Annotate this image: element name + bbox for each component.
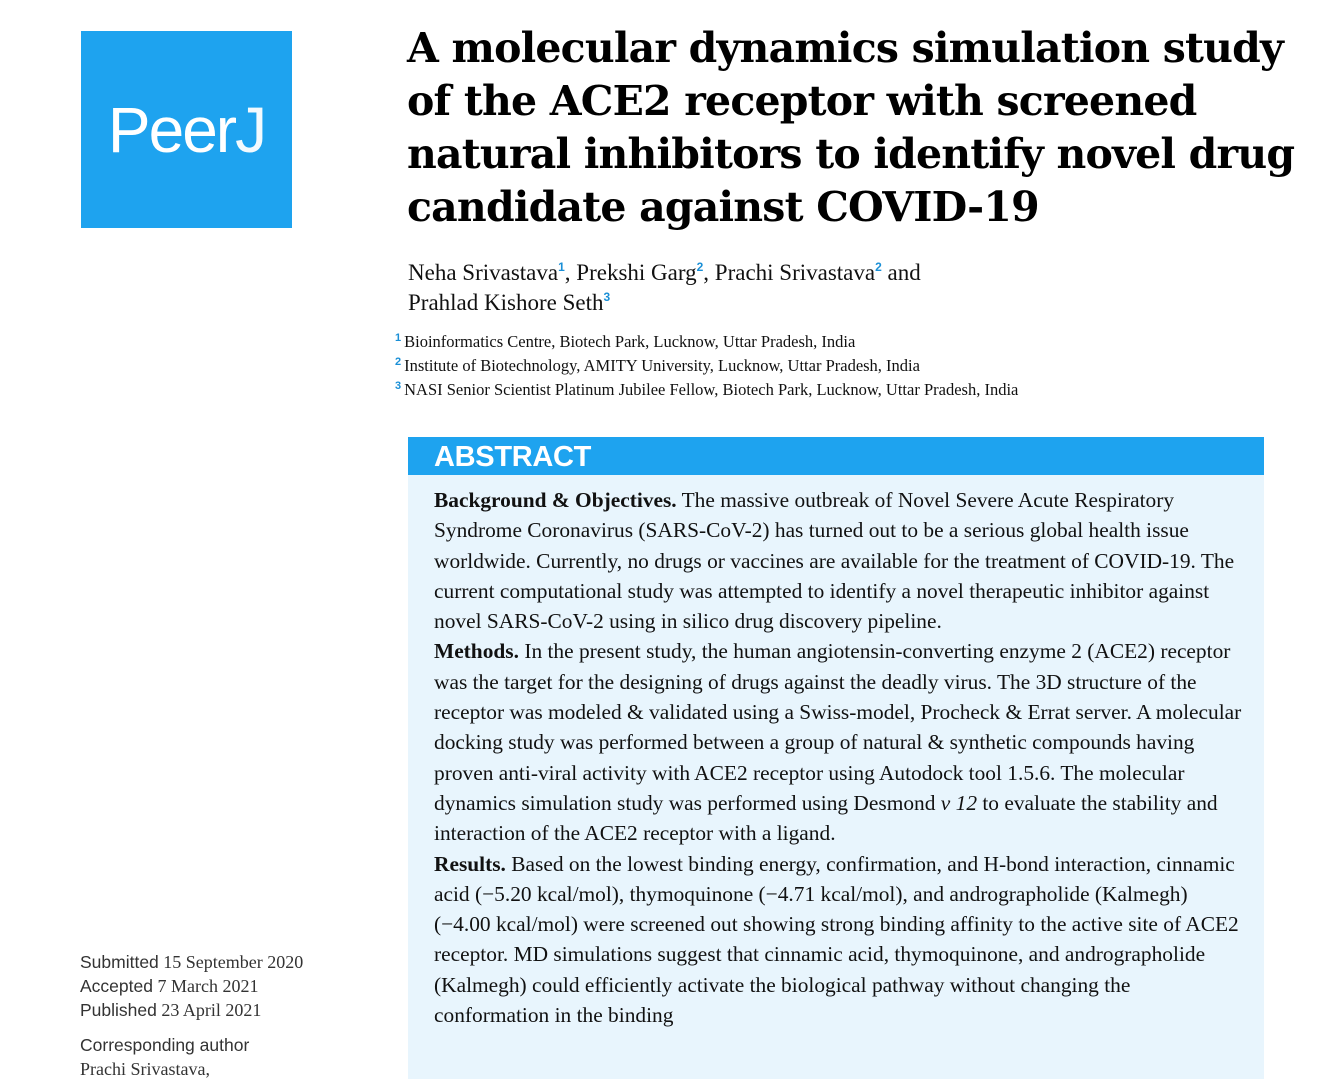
results-label: Results. (434, 851, 506, 876)
accepted-date: 7 March 2021 (157, 976, 259, 996)
affiliation-text: Bioinformatics Centre, Biotech Park, Lucknow, Uttar Pradesh, India (404, 332, 856, 351)
article-sidebar (80, 950, 380, 1079)
published-row (80, 998, 380, 1022)
affiliation-item (395, 378, 1295, 402)
published-date: 23 April 2021 (161, 1000, 262, 1020)
author-name[interactable]: Prachi Srivastava (714, 260, 876, 285)
accepted-label: Accepted (80, 976, 153, 996)
accepted-row (80, 974, 380, 998)
affiliation-text: NASI Senior Scientist Platinum Jubilee Fellow, Biotech Park, Lucknow, Uttar Pradesh, India (404, 380, 1019, 399)
corresponding-author (80, 1033, 380, 1079)
affiliation-number: 2 (395, 356, 402, 368)
affiliation-marker: 3 (603, 290, 611, 304)
author-name[interactable]: Prahlad Kishore Seth (408, 290, 604, 315)
submitted-date: 15 September 2020 (163, 952, 304, 972)
results-text: Based on the lowest binding energy, confirmation, and H-bond interaction, cinnamic acid (−5.20 kcal/mol), thymoquinone (−4.71 kcal/mol), and andrographolide (Kalmegh) (−4.00 kcal/mol) were screened out showing strong binding affinity to the active site of ACE2 receptor. MD simulations suggest that cinnamic acid, thymoquinone, and andrographolide (Kalmegh) could efficiently activate the biological pathway without changing the conformation in the binding (434, 851, 1239, 1028)
peerj-logo (81, 31, 292, 228)
author-name[interactable]: Prekshi Garg (576, 260, 697, 285)
published-label: Published (80, 1000, 157, 1020)
background-text: The massive outbreak of Novel Severe Acute Respiratory Syndrome Coronavirus (SARS-CoV-2) has turned out to be a serious global health issue worldwide. Currently, no drugs or vaccines are available for the treatment of COVID-19. The current computational study was attempted to identify a novel therapeutic inhibitor against novel SARS-CoV-2 using in silico drug discovery pipeline. (434, 488, 1235, 634)
author-name[interactable]: Neha Srivastava (408, 260, 559, 285)
affiliation-number: 3 (395, 380, 402, 392)
affiliation-marker: 1 (558, 260, 565, 274)
publication-dates (80, 950, 380, 1022)
abstract-methods-paragraph (434, 636, 1244, 848)
corresponding-label: Corresponding author (80, 1035, 250, 1055)
abstract-results-paragraph (434, 849, 1244, 1031)
abstract-body (408, 475, 1264, 1030)
author-list (408, 258, 1108, 318)
affiliation-number: 1 (395, 332, 402, 344)
affiliation-marker: 2 (696, 260, 704, 274)
affiliation-list (395, 330, 1295, 402)
background-label: Background & Objectives. (434, 488, 677, 512)
affiliation-marker: 2 (875, 260, 882, 274)
affiliation-item (395, 330, 1295, 354)
abstract-heading: ABSTRACT (408, 437, 1264, 475)
abstract-background-paragraph (434, 485, 1244, 636)
submitted-row (80, 950, 380, 974)
logo-wordmark: PeerJ (107, 93, 266, 166)
affiliation-text: Institute of Biotechnology, AMITY University, Lucknow, Uttar Pradesh, India (404, 356, 920, 375)
author-separator: , (703, 260, 715, 285)
methods-text: In the present study, the human angiotensin-converting enzyme 2 (ACE2) receptor was the target for the designing of drugs against the deadly virus. The 3D structure of the receptor was modeled & validated using a Swiss-model, Procheck & Errat server. A molecular docking study was performed between a group of natural & synthetic compounds having proven anti-viral activity with ACE2 receptor using Autodock tool 1.5.6. The molecular dynamics simulation study was performed using Desmond (434, 639, 1242, 815)
author-separator: , (564, 260, 577, 285)
corresponding-name: Prachi Srivastava, (80, 1059, 210, 1079)
author-separator: and (881, 260, 921, 285)
abstract-box (408, 437, 1264, 1079)
methods-label: Methods. (434, 639, 519, 664)
methods-text-end: to evaluate the stability and interaction of the ACE2 receptor with a ligand. (434, 790, 1218, 846)
submitted-label: Submitted (80, 952, 159, 972)
article-title: A molecular dynamics simulation study of the ACE2 receptor with screened natural inhibitors to identify novel drug candidate against COVID-19 (407, 24, 1295, 231)
methods-version: v 12 (940, 790, 978, 815)
affiliation-item (395, 354, 1295, 378)
